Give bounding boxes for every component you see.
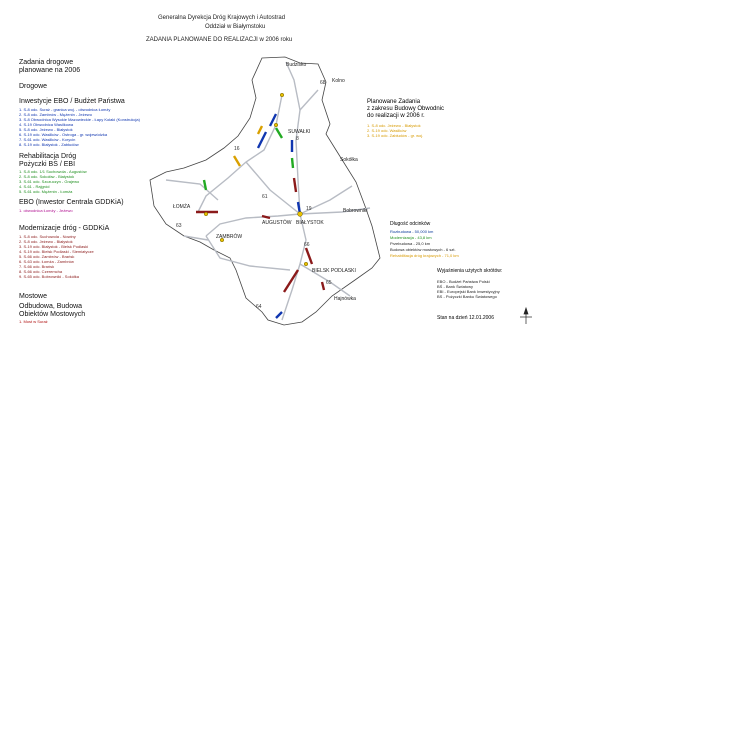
prog-heading-2: z zakresu Budowy Obwodnic xyxy=(367,106,445,112)
city-marker-bielsk xyxy=(304,262,308,266)
header-subtitle: Oddział w Białymstoku xyxy=(205,24,266,30)
city-marker-augustow xyxy=(274,123,278,127)
city-label-bobrowniki: Bobrowniki xyxy=(343,208,368,214)
road-number-label: 63 xyxy=(176,223,182,229)
inv-list-item: 4. S-19 Obwodnica Wasilkowa xyxy=(19,122,74,127)
most-heading: Mostowe xyxy=(19,293,48,300)
inv-heading: Inwestycje EBO / Budżet Państwa xyxy=(19,98,125,105)
inv-list-item: 8. S-19 odc. Białystok - Zabłudów xyxy=(19,142,79,147)
prog-heading-1: Planowane Zadania xyxy=(367,99,421,105)
city-label-suwalki: SUWAŁKI xyxy=(288,129,311,135)
legend-item: Rozbudowa - 50,000 km xyxy=(390,229,434,234)
abbr-item: BS - Pożyczki Banku Światowego xyxy=(437,294,497,299)
prog-list-item: 3. S-19 odc. Zabłudów - gr. woj. xyxy=(367,133,424,138)
reh-list-item: 2. S-8 odc. Sokołów - Białystok xyxy=(19,174,75,179)
mod-list-item: 7. S-66 odc. Brańsk xyxy=(19,264,55,269)
left-title-1: Zadania drogowe xyxy=(19,59,74,66)
ebi-list-item: 1. obwodnica Łomży - Jeżewo xyxy=(19,208,73,213)
most-list-item: 1. Most w Suraż xyxy=(19,319,48,324)
legend-item: Budowa obiektów mostowych - 6 szt. xyxy=(390,247,456,252)
prog-heading-3: do realizacji w 2006 r. xyxy=(367,113,425,119)
prog-list-item: 2. S-19 odc. Wasilków xyxy=(367,128,407,133)
road-number-label: 66 xyxy=(304,242,310,248)
north-arrow-icon xyxy=(520,308,532,324)
city-label-zambrow: ZAMBRÓW xyxy=(216,234,243,240)
left-title-2: planowane na 2006 xyxy=(19,67,81,74)
reh-list-item: 3. S-61 odc. Szczuczyn - Grajewo xyxy=(19,179,80,184)
mod-list-item: 3. S-19 odc. Białystok - Bielsk Podlaski xyxy=(19,244,89,249)
legend-item: Przebudowa - 25,0 km xyxy=(390,241,431,246)
inv-list-item: 1. S-8 odc. Suraż - granica woj. - obwodnica Łomży xyxy=(19,107,111,112)
mod-list-item: 4. S-19 odc. Bielsk Podlaski - Siemiatycze xyxy=(19,249,94,254)
abbr-heading: Wyjaśnienia użytych skrótów: xyxy=(437,268,503,274)
most-sub-2: Obiektów Mostowych xyxy=(19,311,86,318)
abbr-item: EBO - Budżet Państwa Polski xyxy=(437,279,490,284)
reh-heading-1: Rehabilitacja Dróg xyxy=(19,153,77,160)
abbr-item: EBI - Europejski Bank Inwestycyjny xyxy=(437,289,500,294)
inv-list-item: 5. S-8 odc. Jeżewo - Białystok xyxy=(19,127,73,132)
city-label-bielsk: BIELSK PODLASKI xyxy=(312,268,356,274)
road-number-label: 64 xyxy=(256,304,262,310)
city-label-budzisko: Budzisko xyxy=(286,62,307,68)
region-outline xyxy=(150,57,380,325)
ebi-heading: EBO (Inwestor Centrala GDDKiA) xyxy=(19,199,124,206)
header-plan-title: ZADANIA PLANOWANE DO REALIZACJI w 2006 roku xyxy=(146,37,293,43)
mod-list-item: 2. S-8 odc. Jeżewo - Białystok xyxy=(19,239,73,244)
city-marker-suwalki xyxy=(280,93,284,97)
reh-list-item: 1. S-8 odc. 1/1 Suchowola - Augustów xyxy=(19,169,87,174)
legend-item: Modernizacja - 43,8 km xyxy=(390,235,432,240)
road-number-label: 8 xyxy=(296,136,299,142)
city-marker-bialystok xyxy=(298,212,303,217)
reh-heading-2: Pożyczki BŚ / EBI xyxy=(19,161,76,168)
road-number-label: 68 xyxy=(320,80,326,86)
mod-list-item: 6. S-63 odc. Łomża - Zambrów xyxy=(19,259,74,264)
city-label-augustow: AUGUSTÓW xyxy=(262,220,292,226)
road-number-label: 61 xyxy=(262,194,268,200)
inv-list-item: 2. S-8 odc. Zambrów - Mężenin - Jeżewo xyxy=(19,112,92,117)
date-stamp: Stan na dzień 12.01.2006 xyxy=(437,315,494,321)
mod-list-item: 5. S-66 odc. Zambrów - Brańsk xyxy=(19,254,75,259)
legend-heading: Długość odcinków xyxy=(390,221,431,227)
city-label-hajnowka: Hajnówka xyxy=(334,296,356,302)
road-number-label: 19 xyxy=(306,206,312,212)
drogowe-label: Drogowe xyxy=(19,83,48,90)
road-number-label: 65 xyxy=(326,280,332,286)
most-sub-1: Odbudowa, Budowa xyxy=(19,303,83,310)
inv-list-item: 3. S-8 Obwodnica Wysokie Mazowieckie - Łapy Kołaki (Konstrukcja) xyxy=(19,117,140,122)
reh-list-item: 5. S-61 odc. Mężenin - Łomża xyxy=(19,189,73,194)
inv-list-item: 6. S-19 odc. Wasilków - Ostroga - gr. wojewódzka xyxy=(19,132,108,137)
city-label-kolno: Kolno xyxy=(332,78,345,84)
road-number-label: 16 xyxy=(234,146,240,152)
prog-list-item: 1. S-8 odc. Jeżewo - Białystok xyxy=(367,123,421,128)
header-title: Generalna Dyrekcja Dróg Krajowych i Autostrad xyxy=(158,15,286,21)
mod-heading: Modernizacje dróg - GDDKiA xyxy=(19,225,110,232)
mod-list-item: 9. S-65 odc. Bobrowniki - Sokółka xyxy=(19,274,80,279)
city-label-sokolka: Sokółka xyxy=(340,157,358,163)
city-label-bialystok: BIAŁYSTOK xyxy=(296,220,324,226)
abbr-item: BŚ - Bank Światowy xyxy=(437,284,474,289)
mod-list-item: 8. S-66 odc. Czeremcha xyxy=(19,269,63,274)
legend-item: Rehabilitacja dróg krajowych - 71,0 km xyxy=(390,253,459,258)
city-marker-lomza xyxy=(204,212,208,216)
mod-list-item: 1. S-8 odc. Suchowola - Nowiny xyxy=(19,234,76,239)
reh-list-item: 4. S-61 - Rajgród xyxy=(19,184,50,189)
city-label-lomza: ŁOMŻA xyxy=(173,204,191,210)
inv-list-item: 7. S-61 odc. Wasilków - Korycin xyxy=(19,137,76,142)
